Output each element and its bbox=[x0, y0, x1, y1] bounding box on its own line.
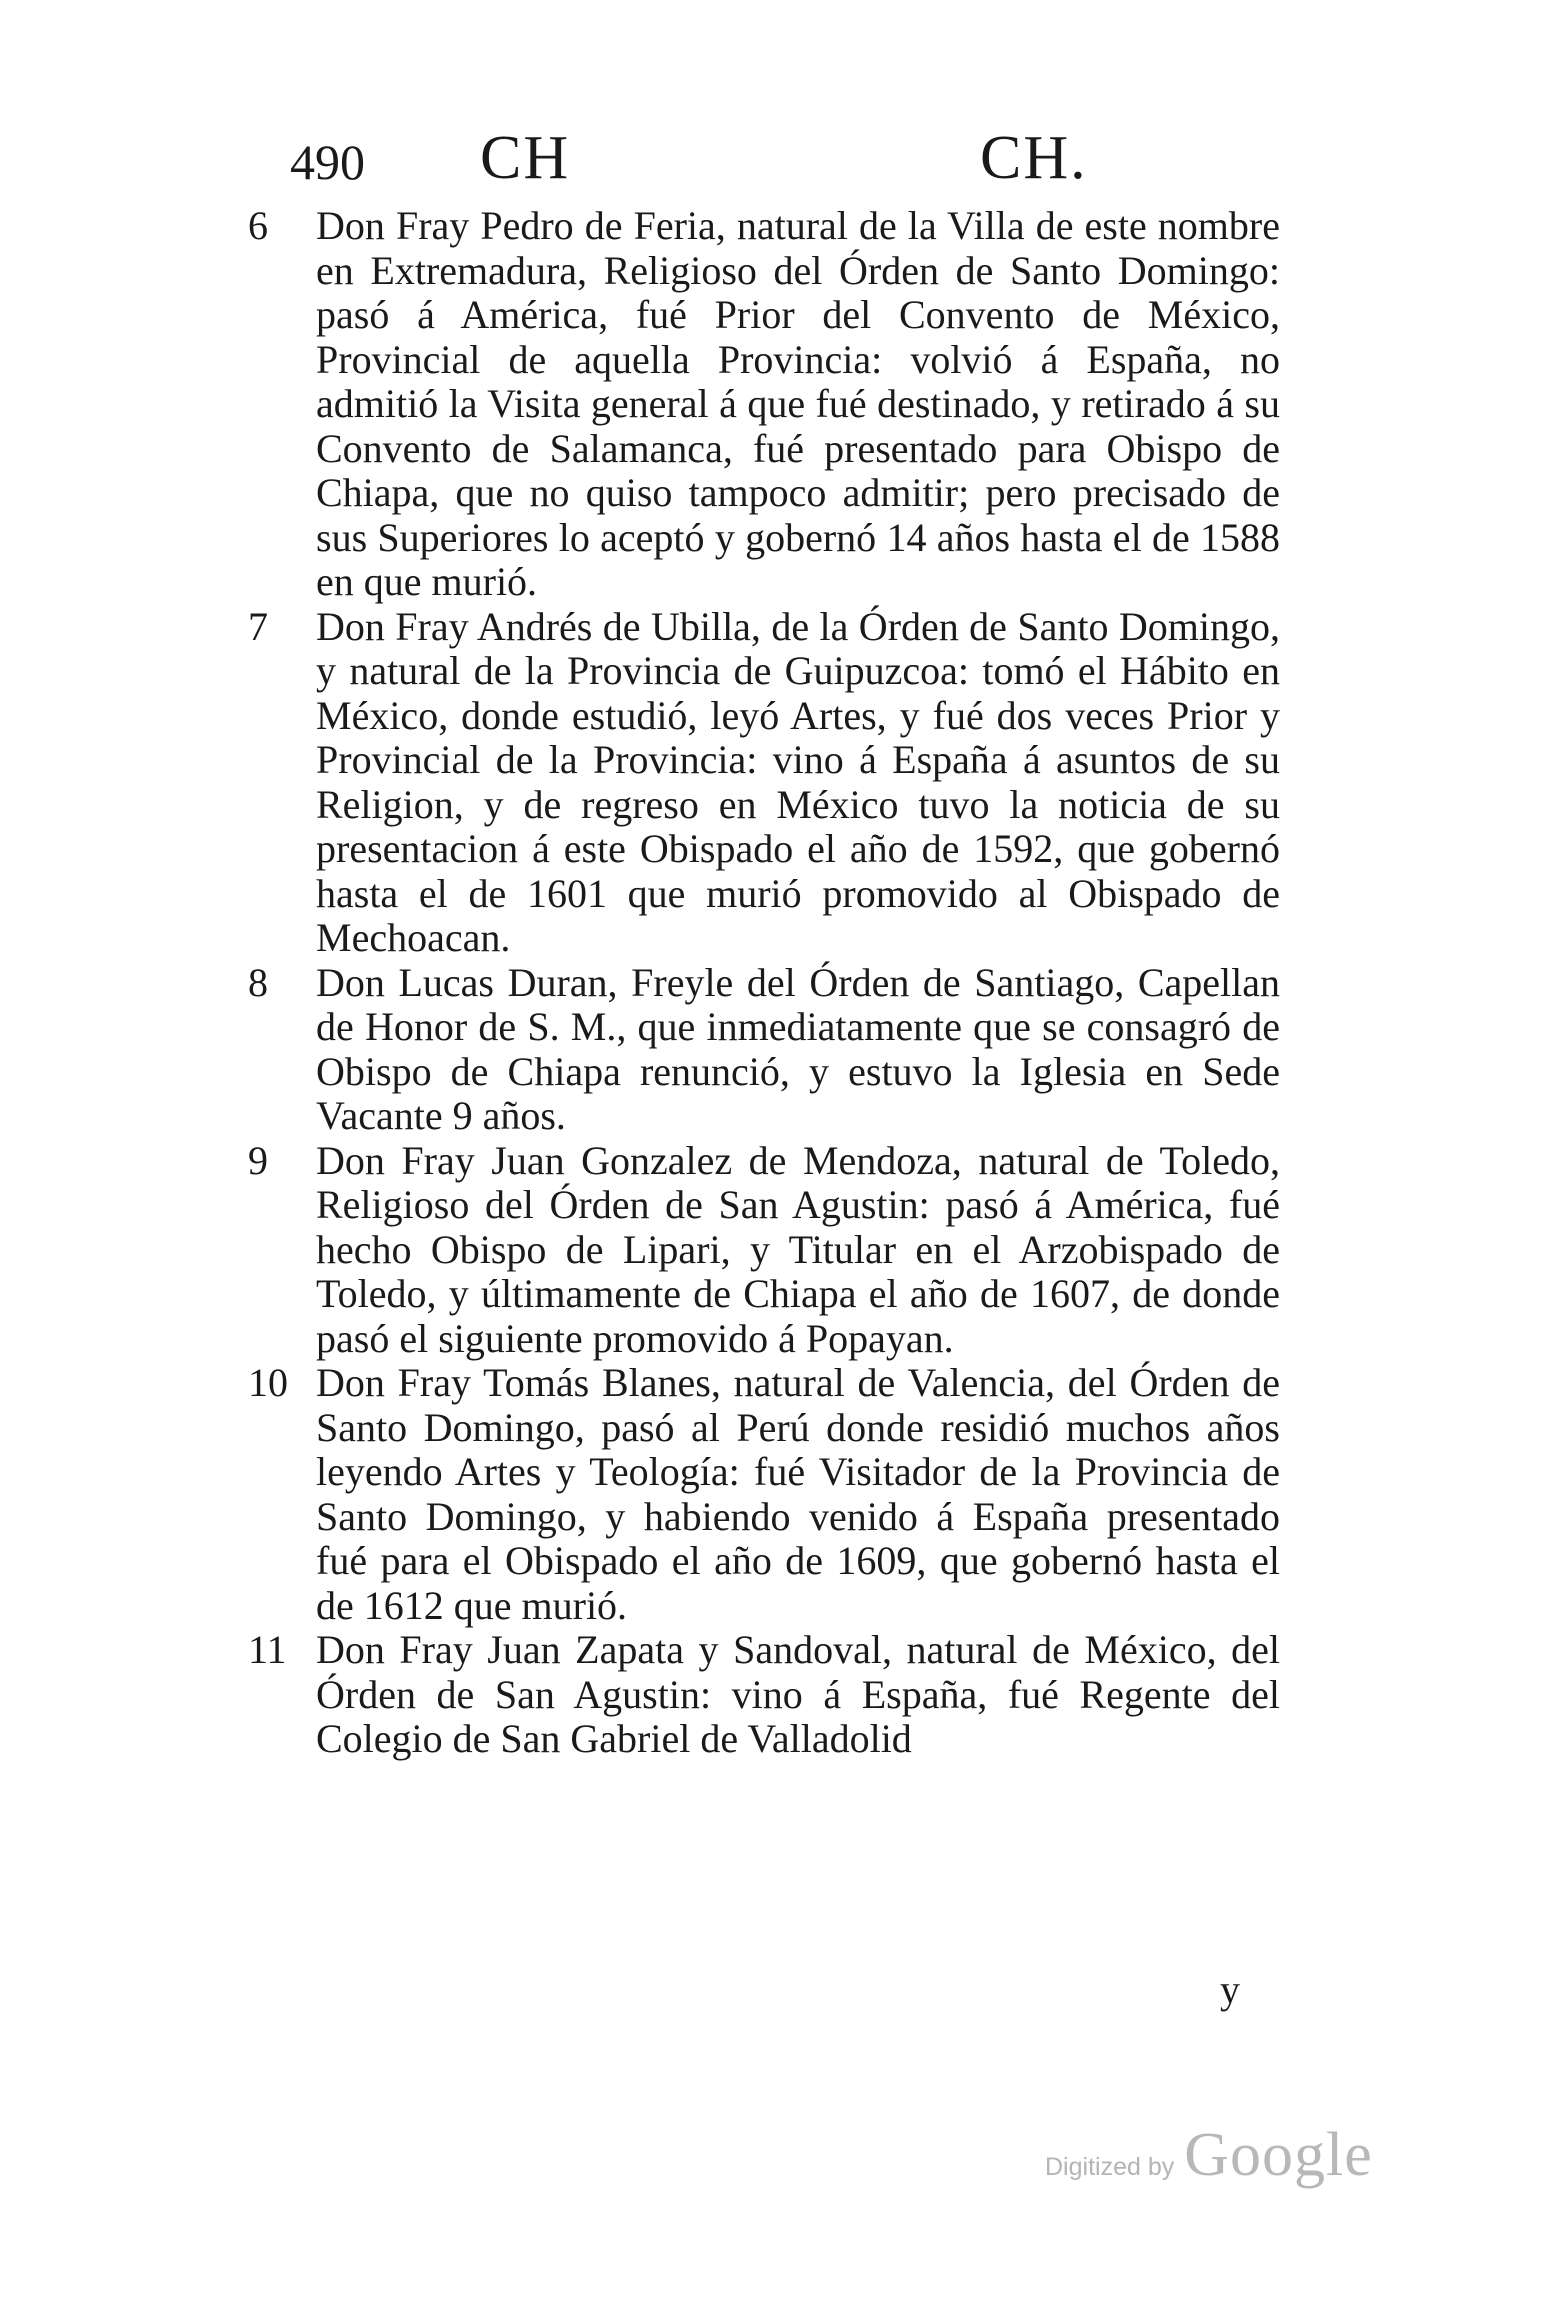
google-logo: Google bbox=[1184, 2121, 1373, 2189]
bishop-list bbox=[250, 204, 1280, 1762]
list-item bbox=[250, 605, 1280, 961]
running-head-right: CH. bbox=[980, 124, 1088, 192]
page-number: 490 bbox=[290, 134, 365, 190]
list-item bbox=[250, 1139, 1280, 1362]
entry-text: Don Fray Juan Zapata y Sandoval, natural de México, del Órden de San Agustin: vino á España, fué Regente del Colegio de San Gabriel de Valladolid bbox=[316, 1627, 1280, 1761]
digitization-watermark bbox=[1045, 2120, 1373, 2190]
entry-number: 7 bbox=[248, 603, 268, 649]
list-item bbox=[250, 204, 1280, 605]
entry-text: Don Lucas Duran, Freyle del Órden de Santiago, Capellan de Honor de S. M., que inmediatamente que se consagró de Obispo de Chiapa renunció, y estuvo la Iglesia en Sede Vacante 9 años. bbox=[316, 959, 1280, 1138]
entry-text: Don Fray Pedro de Feria, natural de la Villa de este nombre en Extremadura, Religioso del Órden de Santo Domingo: pasó á América, fué Prior del Convento de México, Provincial de aquella Provincia: volvió á España, no admitió la Visita general á que fué destinado, y retirado á su Convento de Salamanca, fué presentado para Obispo de Chiapa, que no quiso tampoco admitir; pero precisado de sus Superiores lo aceptó y gobernó 14 años hasta el de 1588 en que murió. bbox=[316, 203, 1280, 604]
entry-number: 10 bbox=[248, 1360, 288, 1405]
entry-text: Don Fray Andrés de Ubilla, de la Órden de Santo Domingo, y natural de la Provincia de Guipuzcoa: tomó el Hábito en México, donde estudió, leyó Artes, y fué dos veces Prior y Provincial de la Provincia: vino á España á asuntos de su Religion, y de regreso en México tuvo la noticia de su presentacion á este Obispado el año de 1592, que gobernó hasta el de 1601 que murió promovido al Obispado de Mechoacan. bbox=[316, 603, 1280, 960]
entry-number: 9 bbox=[248, 1137, 268, 1183]
running-head bbox=[290, 118, 1090, 198]
digitized-label: Digitized by bbox=[1045, 2153, 1175, 2181]
list-item bbox=[250, 1361, 1280, 1628]
entry-number: 11 bbox=[248, 1627, 287, 1672]
list-item bbox=[250, 961, 1280, 1139]
entry-text: Don Fray Tomás Blanes, natural de Valencia, del Órden de Santo Domingo, pasó al Perú donde residió muchos años leyendo Artes y Teología: fué Visitador de la Provincia de Santo Domingo, y habiendo venido á España presentado fué para el Obispado el año de 1609, que gobernó hasta el de 1612 que murió. bbox=[316, 1360, 1280, 1628]
catchword: y bbox=[1220, 1967, 1240, 2012]
list-item bbox=[250, 1628, 1280, 1762]
running-head-left: CH bbox=[480, 124, 571, 192]
entry-text: Don Fray Juan Gonzalez de Mendoza, natural de Toledo, Religioso del Órden de San Agustin: pasó á América, fué hecho Obispo de Lipari, y Titular en el Arzobispado de Toledo, y últimamente de Chiapa el año de 1607, de donde pasó el siguiente promovido á Popayan. bbox=[316, 1137, 1280, 1361]
entry-number: 8 bbox=[248, 959, 268, 1005]
entry-number: 6 bbox=[248, 203, 268, 248]
